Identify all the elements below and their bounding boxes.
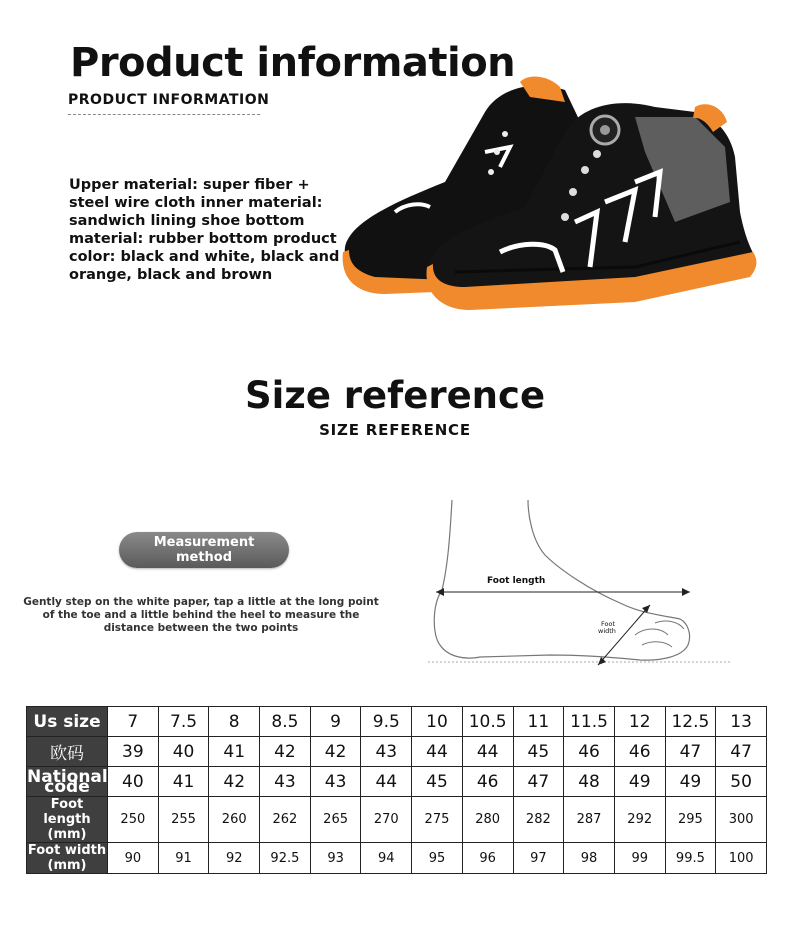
size-cell: 46 [614,737,665,767]
size-cell: 270 [361,797,412,843]
size-cell: 93 [310,843,361,874]
size-cell: 47 [665,737,716,767]
size-cell: 49 [614,767,665,797]
size-cell: 42 [209,767,260,797]
size-row [27,707,767,737]
size-cell: 95 [412,843,463,874]
size-cell: 44 [412,737,463,767]
size-cell: 260 [209,797,260,843]
size-cell: 250 [108,797,159,843]
size-cell: 287 [564,797,615,843]
size-cell: 47 [513,767,564,797]
size-chart-table [26,706,767,874]
size-cell: 9 [310,707,361,737]
size-cell: 50 [716,767,767,797]
page-subtitle: PRODUCT INFORMATION [68,92,270,108]
size-cell: 39 [108,737,159,767]
size-cell: 92 [209,843,260,874]
measurement-button-line1: Measurement [153,535,255,550]
size-cell: 45 [513,737,564,767]
size-row [27,797,767,843]
size-cell: 44 [361,767,412,797]
size-cell: 43 [361,737,412,767]
size-cell: 13 [716,707,767,737]
size-cell: 42 [260,737,311,767]
size-cell: 92.5 [260,843,311,874]
size-cell: 96 [462,843,513,874]
size-cell: 48 [564,767,615,797]
size-cell: 41 [209,737,260,767]
page-title: Product information [70,40,516,86]
size-cell: 12 [614,707,665,737]
size-cell: 100 [716,843,767,874]
foot-length-label: Foot length [487,576,546,586]
size-cell: 11.5 [564,707,615,737]
size-cell: 98 [564,843,615,874]
foot-width-arrow [598,605,650,665]
size-cell: 7.5 [158,707,209,737]
size-cell: 292 [614,797,665,843]
foot-width-label-2: width [598,627,616,635]
size-cell: 9.5 [361,707,412,737]
size-reference-title: Size reference [244,374,546,417]
size-cell: 12.5 [665,707,716,737]
size-cell: 45 [412,767,463,797]
size-cell: 255 [158,797,209,843]
size-cell: 46 [462,767,513,797]
size-cell: 262 [260,797,311,843]
measurement-button-line2: method [175,550,233,565]
size-cell: 40 [158,737,209,767]
size-cell: 94 [361,843,412,874]
size-cell: 275 [412,797,463,843]
row-label: Us size [27,707,108,737]
foot-outline [434,500,689,660]
size-cell: 10.5 [462,707,513,737]
size-cell: 300 [716,797,767,843]
size-cell: 41 [158,767,209,797]
size-row [27,737,767,767]
size-cell: 43 [310,767,361,797]
size-cell: 91 [158,843,209,874]
size-cell: 46 [564,737,615,767]
size-cell: 99 [614,843,665,874]
arrow-head-right [682,588,690,596]
row-label: Foot width (mm) [27,843,107,873]
size-cell: 43 [260,767,311,797]
foot-width-label-1: Foot [601,620,616,628]
size-cell: 40 [108,767,159,797]
size-cell: 282 [513,797,564,843]
foot-diagram [420,495,740,675]
product-description: Upper material: super fiber + steel wire cloth inner material: sandwich lining shoe bottom material: rubber bottom product color: black and white, black and orange, black and brown [69,177,340,283]
row-label: Foot length (mm) [27,797,108,843]
shoe-image [335,72,765,322]
arrow-head-bottom [598,657,606,665]
size-cell: 47 [716,737,767,767]
measurement-method-button[interactable] [119,532,289,568]
size-cell: 44 [462,737,513,767]
size-cell: 8 [209,707,260,737]
size-cell: 280 [462,797,513,843]
size-cell: 265 [310,797,361,843]
size-cell: 97 [513,843,564,874]
row-label: National code [27,766,108,797]
size-cell: 8.5 [260,707,311,737]
size-cell: 7 [108,707,159,737]
arrow-head-left [436,588,444,596]
size-row [27,767,767,797]
measurement-instructions: Gently step on the white paper, tap a little at the long point of the toe and a little behind the heel to measure the distance between the two points [23,596,379,634]
row-label: 欧码 [27,737,108,767]
size-cell: 11 [513,707,564,737]
subtitle-divider [68,114,260,115]
toes-outline [635,621,684,647]
size-cell: 99.5 [665,843,716,874]
size-cell: 42 [310,737,361,767]
size-cell: 49 [665,767,716,797]
size-cell: 90 [108,843,159,874]
size-row [27,843,767,874]
size-cell: 295 [665,797,716,843]
size-cell: 10 [412,707,463,737]
size-reference-subtitle: SIZE REFERENCE [319,421,471,439]
